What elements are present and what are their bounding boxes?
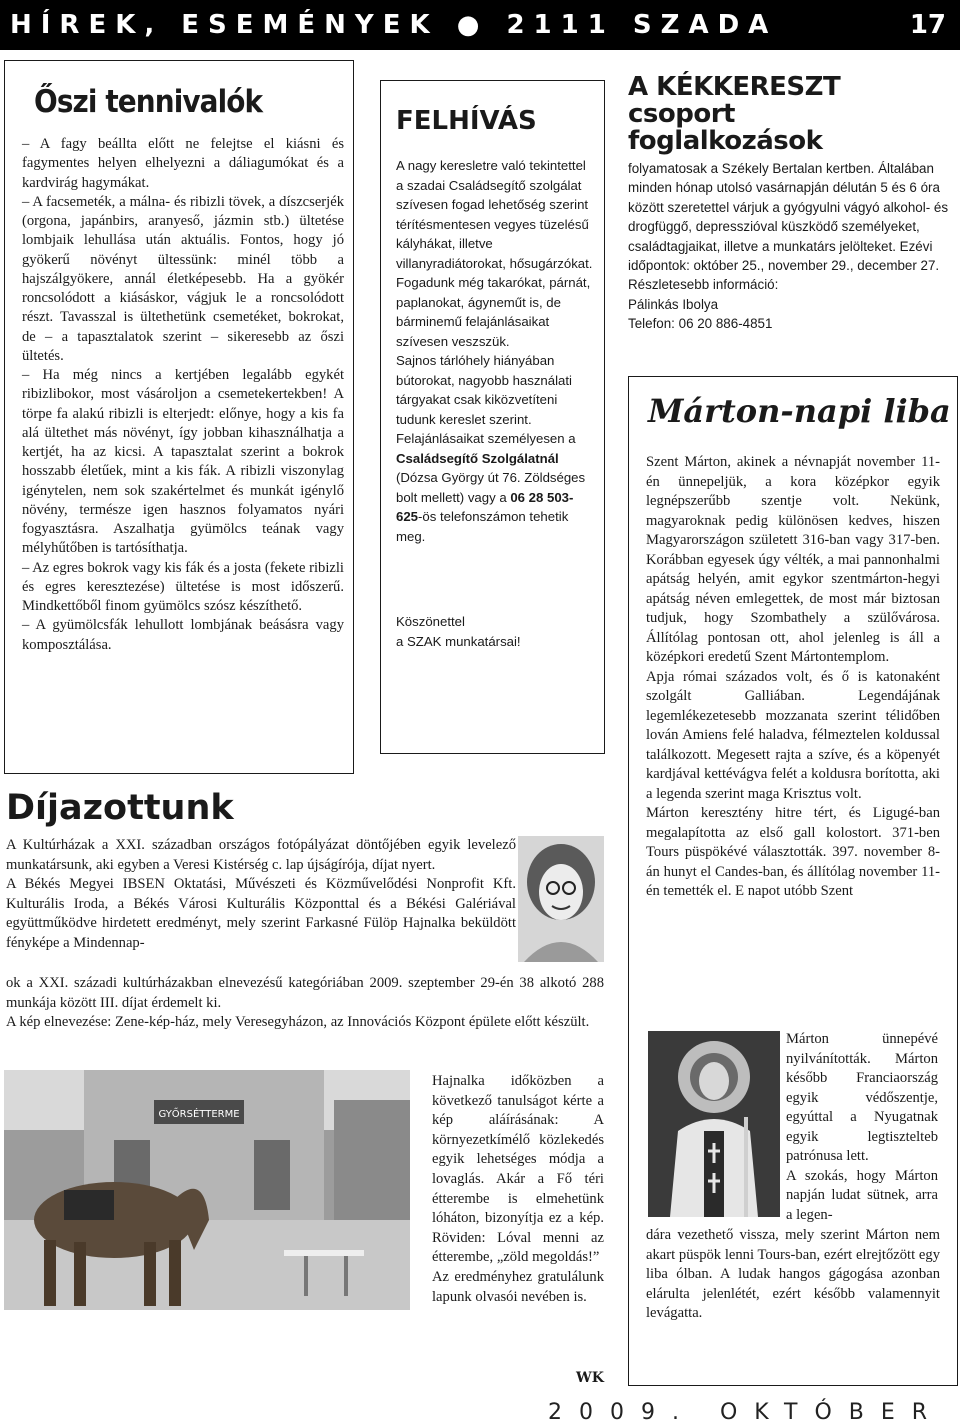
author-signature: WK bbox=[576, 1370, 604, 1386]
appeal-title: FELHÍVÁS bbox=[396, 106, 537, 136]
portrait-graphic bbox=[518, 836, 604, 962]
restaurant-sign: GYŐRSÉTTERME bbox=[158, 1109, 240, 1120]
martin-day-body-continued: Márton ünnepévé nyilvánították. Márton később Franciaország egyik védőszentje, egyúttal a Nyugatnak egyik legtisztelteb patrónusa lett. A szokás, hogy Márton napján ludat sütnek, arra a legen- bbox=[786, 1031, 938, 1223]
martin-day-body: Szent Márton, akinek a névnapját november 11-én ünnepeljük, a kora középkor egyik legnépszerűbb szentje volt. Nekünk, magyaroknak pedig különösen kedves, hiszen Magyarországon született 316-ban vagy 317-ben. Korábban egyesek úgy vélték, a mai pannonhalmi apátság helyén, amit egykor szentmárton-hegyi apátság néven emlegettek, de most már biztosan tudjuk, hogy Szombathely a szülővárosa. Állítólag pontosan ott, ahol jelenleg is áll a középkori eredetű Szent Mártontemplom. Apja római százados volt, és ő is katonaként szolgált Galliában. Legendájának legemlékezetesebb mozzanata szerint télidőben lován Amiens felé haladva, félmeztelen koldussal találkozott. Megesett rajta a szíve, és a köpenyét kardjával kettévágva felét a koldusra borította, aki a legenda szerint maga Krisztus volt. Márton keresztény hitre tért, és Ligugé-ban megalapította az első gall kolostort. 371-ben Tours püspökévé választották. 397. november 8-án hunyt el Candes-ban, és állítólag november 11-én temették el. E napot utóbb Szent bbox=[646, 454, 940, 899]
issue-date-footer: 2009. OKTÓBER bbox=[548, 1400, 945, 1425]
appeal-body bbox=[396, 156, 596, 546]
page-number: 17 bbox=[909, 10, 946, 40]
award-body-continued: ok a XXI. századi kultúrházakban elnevezésű kategóriában 2009. szeptember 29-én 38 alkotó 288 munkája között III. díjat érdemelt ki. A kép elnevezése: Zene-kép-ház, mely Veresegyházon, az Innovációs Központ épülete előtt készült. bbox=[6, 975, 604, 1031]
award-body: A Kultúrházak a XXI. században országos fotópályázat döntőjében egyik levelező munkatársunk, aki egyben a Veresi Kistérség c. lap újságírója, díjat nyert. A Békés Megyei IBSEN Oktatási, Művészeti és Közművelődési Nonprofit Kft. Kulturális Iroda, a Békés Városi Kulturális Központtal és a Békési Galériával együttműködve hirdetett eredményt, mely szerint Farkasné Fülöp Hajnalka beküldött fényképe a Mindennap- bbox=[6, 837, 516, 951]
blue-cross-title: A KÉKKERESZT csoport foglalkozások bbox=[628, 72, 841, 156]
header-bar bbox=[0, 0, 960, 50]
blue-cross-body: folyamatosak a Székely Bertalan kertben. Általában minden hónap utolsó vasárnapján délután 5 és 6 óra között szeretettel várjuk a gyógyulni vágyó alkohol- és drogfüggő, depresszióval küszködő személyeket, családtagjaikat, illetve a munkatárs jelölteket. Ezévi időpontok: október 25., november 29., december 27. Részletesebb információ: Pálinkás Ibolya Telefon: 06 20 886-4851 bbox=[628, 161, 949, 332]
appeal-text-2: (Dózsa György út 76. Zöldséges bolt mellett) vagy a bbox=[396, 470, 586, 505]
horse-restaurant-photo bbox=[4, 1070, 410, 1310]
horse-photo-graphic bbox=[4, 1070, 410, 1310]
author-portrait-photo bbox=[518, 836, 604, 962]
martin-day-title: Márton-napi liba bbox=[648, 392, 951, 430]
autumn-tasks-title: Őszi tennivalók bbox=[34, 84, 263, 120]
header-title: HÍREK, ESEMÉNYEK ● 2111 SZADA bbox=[10, 10, 778, 40]
appeal-text-1: A nagy keresletre való tekintettel a szadai Családsegítő szolgálat szívesen fogad lehetőség szerint térítésmentesen vegyes tüzelésű kályhákat, illetve villanyradiátorokat, hősugárzókat. Fogadunk még takarókat, párnát, paplanokat, ágyneműt is, de bárminemű felajánlásaikat szívesen veszszük. Sajnos tárlóhely hiányában bútorokat, nagyobb használati tárgyakat csak kiközvetíteni tudunk kereslet szerint. Felajánlásaikat személyesen a bbox=[396, 158, 593, 446]
photo-caption: Hajnalka időközben a következő tanulságot kérte a kép aláírásának: A környezetkímélő közlekedés egyik lehetséges módja a lovaglás. Akár a Fő téri étterembe is elmehetünk lóháton, bizonyítja ez a kép. Röviden: Lóval menni az étterembe, „zöld megoldás!” Az eredményhez gratulálunk lapunk olvasói nevében is. bbox=[432, 1073, 604, 1305]
appeal-bold-service: Családsegítő Szolgálatnál bbox=[396, 450, 559, 466]
appeal-bold-phone: 06 28 503-625 bbox=[396, 489, 574, 524]
saint-icon-graphic bbox=[648, 1031, 780, 1217]
martin-day-body-end: dára vezethető vissza, mely szerint Márton nem akart püspök lenni Tours-ban, ezért elrejtőzött egy liba ólban. A ludak hangos gágogása azonban elárulta jelenlétét, ezért később valamennyit levágatta. bbox=[646, 1227, 940, 1321]
appeal-text-3: -ös telefonszámon tehetik meg. bbox=[396, 509, 569, 544]
appeal-thanks: Köszönettel a SZAK munkatársai! bbox=[396, 614, 521, 649]
award-title: Díjazottunk bbox=[6, 788, 234, 828]
saint-martin-icon-image bbox=[648, 1031, 780, 1217]
autumn-tasks-body: – A fagy beállta előtt ne felejtse el kiásni és fagymentes helyen elhelyezni a dáliagumókat és a kardvirág hagymákat. – A facsemeték, a málna- és ribizli tövek, a díszcserjék (orgona, japánbirs, aranyeső, jázmin stb.) ültetése lombjaik lehullása után aktuális. Fontos, hogy jó gyökerű növényt ültessünk: minél több a hajszálgyökere, annál életképesebb. Ha a gyökér roncsolódott a kiásáskor, vágjuk le a roncsolódott részt. Tavasszal is ültethetünk csemetéket, bokrokat, de – a tapasztalatok szerint – sikeresebb az őszi ültetés. – Ha még nincs a kertjében legalább egykét ribizlibokor, most vásároljon a csemetekertekben! A törpe fa alakú ribizli is elterjedt: előnye, hogy a kis fa alá ültethet más növényt, így jobban kihasználhatja a kertjét, ha az kicsi. A tapasztalat szerint a bokrok hosszabb életűek, mint a kis fák. A ribizli viszonylag igénytelen, nem sok szakértelmet és munkát igénylő növény, természe igen hasznos folyamatos nyári fogyasztásra. Aszalhatja gyümölcs teának vagy mélyhűtőben is tartósíthatja. – Az egres bokrok vagy kis fák és a josta (fekete ribizli és egres keresztezése) ültetése is most időszerű. Mindkettőből finom gyümölcs szósz készíthető. – A gyümölcsfák lehullott lombjának beásásra vagy komposztálása. bbox=[22, 136, 344, 653]
